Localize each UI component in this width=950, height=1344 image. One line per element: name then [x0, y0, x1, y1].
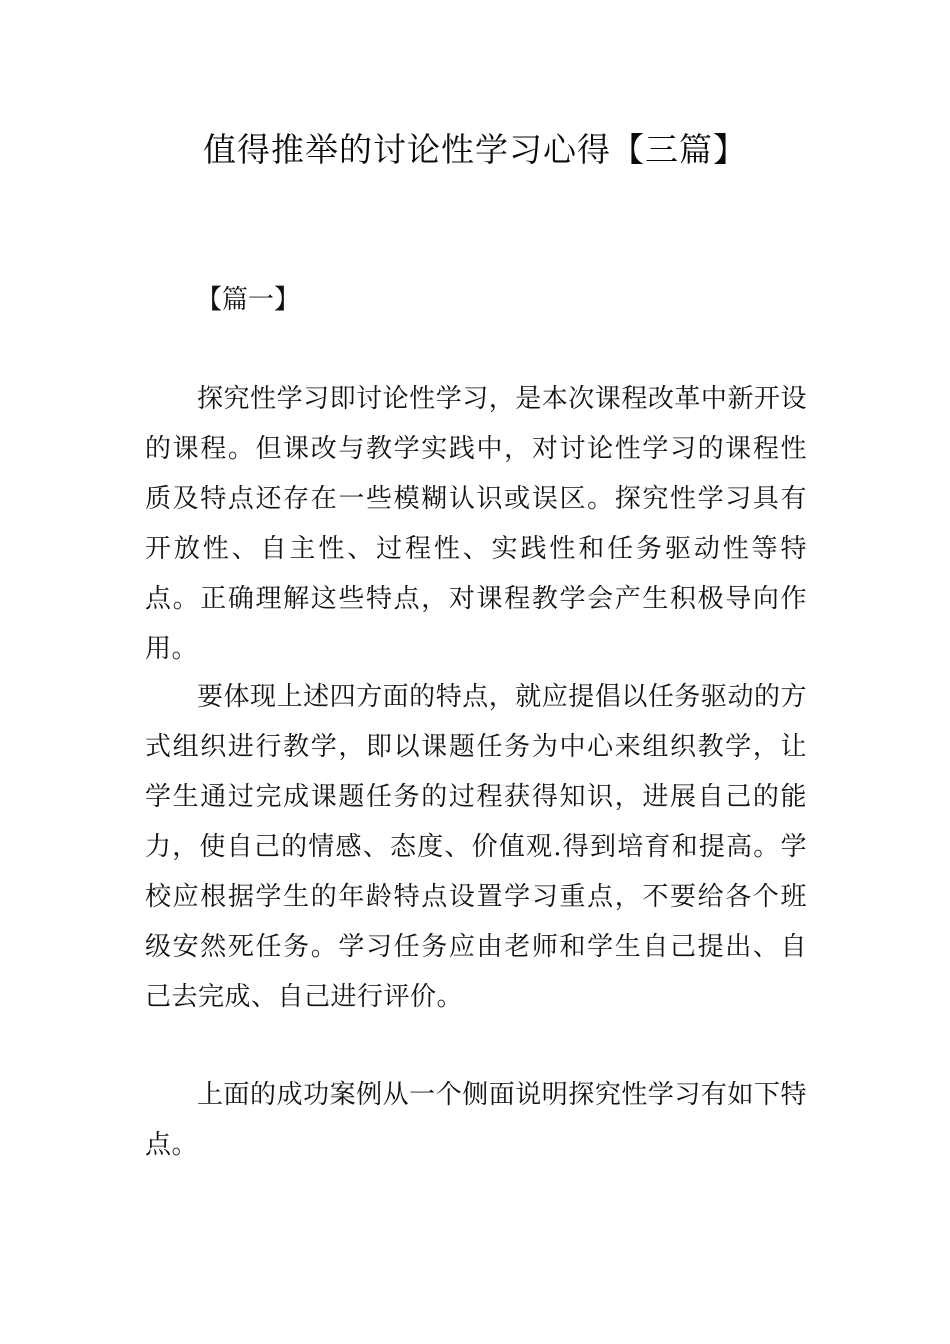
- section-heading: 【篇一】: [196, 285, 301, 315]
- document-title: 值得推举的讨论性学习心得【三篇】: [203, 130, 747, 169]
- paragraph: 上面的成功案例从一个侧面说明探究性学习有如下特点。: [145, 1080, 807, 1160]
- paragraph: 探究性学习即讨论性学习，是本次课程改革中新开设的课程。但课改与教学实践中，对讨论性学习的课程性质及特点还存在一些模糊认识或误区。探究性学习具有开放性、自主性、过程性、实践性和任务驱动性等特点。正确理解这些特点，对课程教学会产生积极导向作用。: [145, 384, 807, 664]
- paragraph: 要体现上述四方面的特点，就应提倡以任务驱动的方式组织进行教学，即以课题任务为中心来组织教学，让学生通过完成课题任务的过程获得知识，进展自己的能力，使自己的情感、态度、价值观.得到培育和提高。学校应根据学生的年龄特点设置学习重点，不要给各个班级安然死任务。学习任务应由老师和学生自己提出、自己去完成、自己进行评价。: [145, 682, 807, 1012]
